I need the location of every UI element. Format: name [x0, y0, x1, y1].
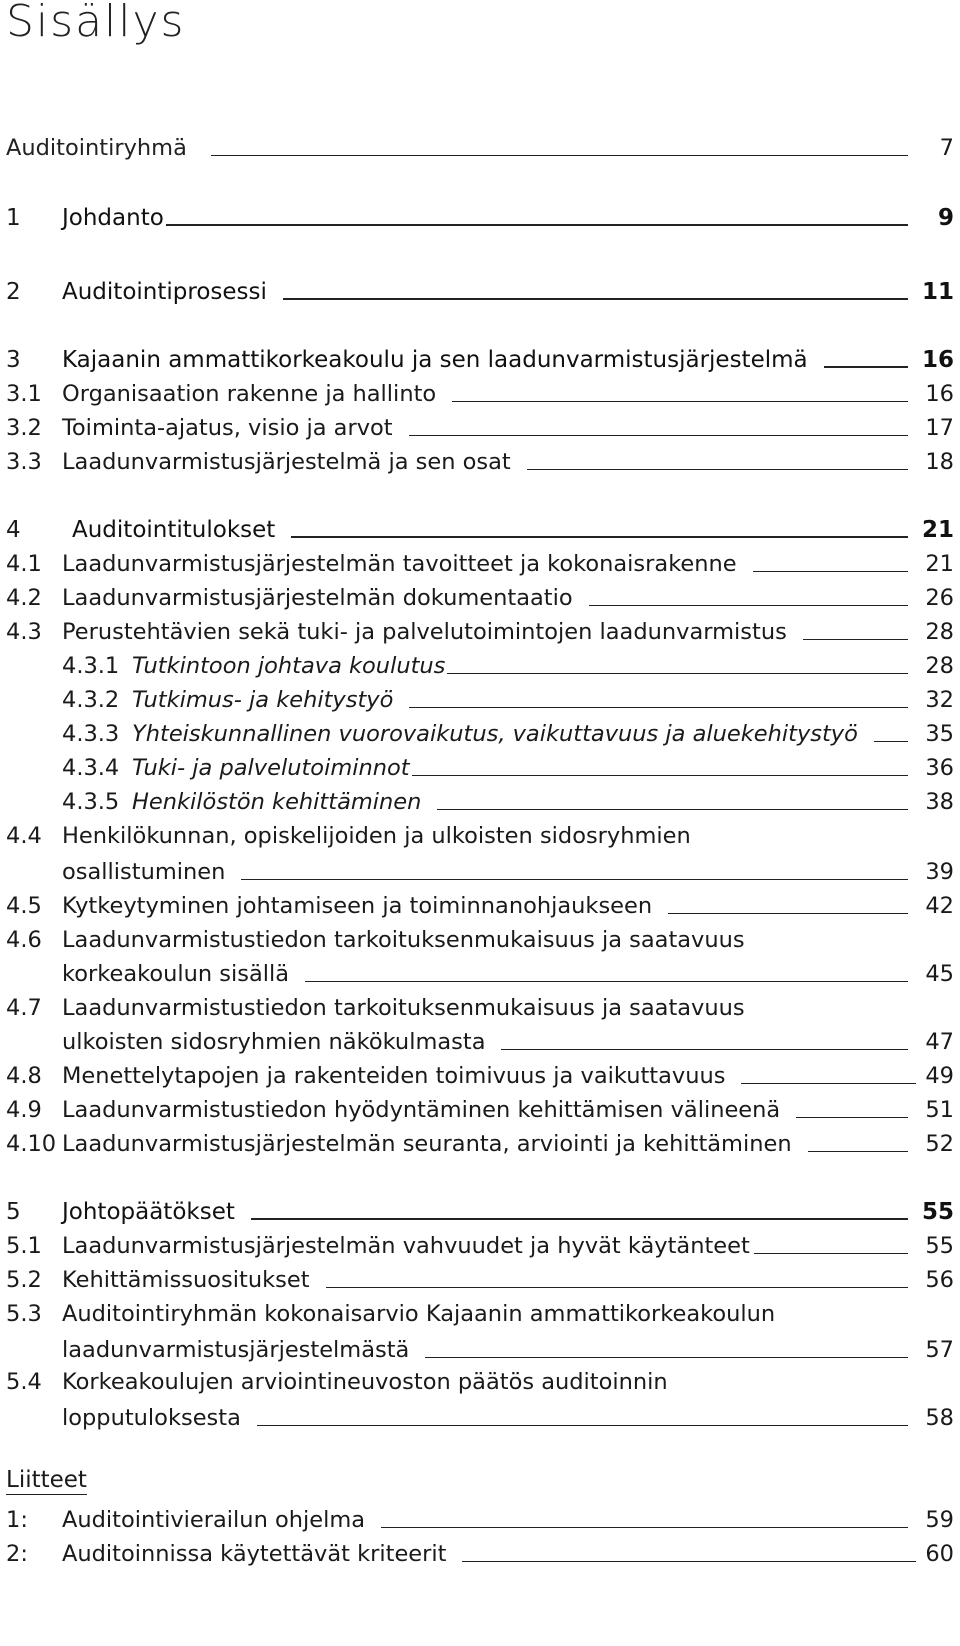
- toc-subsection-number: 4.3.1: [62, 653, 120, 679]
- toc-chapter-4[interactable]: [6, 510, 954, 544]
- toc-section-number: 5.4: [6, 1369, 42, 1395]
- toc-section-number: 4.1: [6, 551, 42, 577]
- toc-section-title-cont: laadunvarmistusjärjestelmästä: [62, 1337, 410, 1363]
- dot-leader: [796, 1117, 908, 1118]
- toc-section-4-6[interactable]: [6, 920, 954, 954]
- toc-section-page: 16: [925, 381, 954, 407]
- dot-leader: [291, 536, 908, 538]
- toc-subsection-title: Tutkintoon johtava koulutus: [132, 653, 446, 679]
- toc-entry-page: 7: [939, 135, 954, 161]
- toc-section-page: 49: [925, 1063, 954, 1089]
- toc-section-page: 55: [925, 1233, 954, 1259]
- page-title: Sisällys: [6, 0, 186, 47]
- dot-leader: [527, 469, 908, 470]
- toc-section-page: 17: [925, 415, 954, 441]
- toc-subsection-page: 28: [925, 653, 954, 679]
- toc-entry-title: Auditointiryhmä: [6, 135, 187, 161]
- toc-section-number: 4.5: [6, 893, 42, 919]
- toc-chapter-number: 2: [6, 279, 21, 305]
- toc-section-title: Laadunvarmistusjärjestelmän dokumentaatio: [62, 585, 573, 611]
- toc-chapter-5[interactable]: [6, 1192, 954, 1226]
- toc-subsection-title: Tuki- ja palvelutoiminnot: [132, 755, 410, 781]
- toc-subsection-number: 4.3.3: [62, 721, 120, 747]
- toc-section-number: 4.6: [6, 927, 42, 953]
- dot-leader: [803, 639, 908, 640]
- toc-section-title: Henkilökunnan, opiskelijoiden ja ulkoisten sidosryhmien: [62, 823, 691, 849]
- toc-chapter-3[interactable]: [6, 340, 954, 374]
- toc-subsection-page: 36: [925, 755, 954, 781]
- toc-section-number: 4.2: [6, 585, 42, 611]
- toc-appendix-page: 59: [925, 1507, 954, 1533]
- toc-chapter-number: 5: [6, 1199, 21, 1225]
- toc-section-4-7-cont[interactable]: [62, 1022, 954, 1056]
- toc-section-4-4[interactable]: [6, 816, 954, 850]
- toc-chapter-number: 4: [6, 517, 21, 543]
- dot-leader: [741, 1083, 916, 1084]
- toc-subsection-page: 32: [925, 687, 954, 713]
- dot-leader: [257, 1425, 908, 1426]
- toc-section-3-2[interactable]: [6, 408, 954, 442]
- toc-section-number: 4.10: [6, 1131, 57, 1157]
- toc-appendix-1[interactable]: [6, 1500, 954, 1534]
- toc-section-title: Laadunvarmistusjärjestelmän seuranta, arviointi ja kehittäminen: [62, 1131, 792, 1157]
- toc-section-title: Laadunvarmistusjärjestelmän vahvuudet ja hyvät käytänteet: [62, 1233, 750, 1259]
- toc-section-number: 5.2: [6, 1267, 42, 1293]
- dot-leader: [824, 366, 908, 368]
- toc-section-4-2[interactable]: [6, 578, 954, 612]
- toc-subsection-page: 38: [925, 789, 954, 815]
- toc-section-title-cont: lopputuloksesta: [62, 1405, 241, 1431]
- toc-section-page: 45: [925, 961, 954, 987]
- toc-section-4-7[interactable]: [6, 988, 954, 1022]
- toc-chapter-2[interactable]: [6, 272, 954, 306]
- toc-chapter-page: 55: [921, 1199, 954, 1225]
- toc-chapter-page: 16: [921, 347, 954, 373]
- toc-chapter-page: 21: [921, 517, 954, 543]
- toc-appendix-title: Auditointivierailun ohjelma: [62, 1507, 366, 1533]
- toc-section-page: 56: [925, 1267, 954, 1293]
- dot-leader: [874, 741, 908, 742]
- toc-section-number: 5.3: [6, 1301, 42, 1327]
- dot-leader: [462, 1561, 916, 1562]
- dot-leader: [668, 913, 908, 914]
- toc-chapter-number: 1: [6, 205, 21, 231]
- toc-section-page: 58: [925, 1405, 954, 1431]
- dot-leader: [447, 673, 908, 674]
- toc-section-title: Auditointiryhmän kokonaisarvio Kajaanin ammattikorkeakoulun: [62, 1301, 776, 1327]
- toc-section-title-cont: ulkoisten sidosryhmien näkökulmasta: [62, 1029, 486, 1055]
- toc-appendix-number: 1:: [6, 1507, 28, 1533]
- dot-leader: [211, 155, 908, 156]
- toc-subsection-title: Yhteiskunnallinen vuorovaikutus, vaikuttavuus ja aluekehitystyö: [132, 721, 858, 747]
- dot-leader: [452, 401, 908, 402]
- dot-leader: [409, 435, 908, 436]
- toc-subsection-title: Henkilöstön kehittäminen: [132, 789, 422, 815]
- toc-section-3-3[interactable]: [6, 442, 954, 476]
- toc-section-title: Perustehtävien sekä tuki- ja palvelutoimintojen laadunvarmistus: [62, 619, 787, 645]
- toc-chapter-page: 11: [921, 279, 954, 305]
- toc-section-page: 57: [925, 1337, 954, 1363]
- toc-section-page: 21: [925, 551, 954, 577]
- toc-section-title: Korkeakoulujen arviointineuvoston päätös auditoinnin: [62, 1369, 668, 1395]
- toc-section-number: 4.3: [6, 619, 42, 645]
- toc-section-page: 42: [925, 893, 954, 919]
- toc-section-5-2[interactable]: [6, 1260, 954, 1294]
- dot-leader: [241, 879, 908, 880]
- toc-chapter-title: Auditointitulokset: [72, 517, 276, 543]
- toc-section-page: 28: [925, 619, 954, 645]
- toc-chapter-1[interactable]: [6, 198, 954, 232]
- toc-section-4-5[interactable]: [6, 886, 954, 920]
- toc-section-4-3[interactable]: [6, 612, 954, 646]
- dot-leader: [425, 1357, 908, 1358]
- toc-section-number: 4.8: [6, 1063, 42, 1089]
- toc-section-title: Kytkeytyminen johtamiseen ja toiminnanohjaukseen: [62, 893, 653, 919]
- toc-section-page: 26: [925, 585, 954, 611]
- toc-subsection-4-3-5[interactable]: [6, 782, 954, 816]
- toc-section-number: 3.3: [6, 449, 42, 475]
- toc-appendix-number: 2:: [6, 1541, 28, 1567]
- toc-section-4-8[interactable]: [6, 1056, 954, 1090]
- toc-section-page: 39: [925, 859, 954, 885]
- toc-section-title-cont: osallistuminen: [62, 859, 226, 885]
- dot-leader: [754, 1253, 908, 1254]
- toc-section-title: Laadunvarmistustiedon tarkoituksenmukaisuus ja saatavuus: [62, 995, 745, 1021]
- toc-subsection-number: 4.3.5: [62, 789, 120, 815]
- toc-section-page: 18: [925, 449, 954, 475]
- toc-section-page: 51: [925, 1097, 954, 1123]
- dot-leader: [283, 298, 908, 300]
- toc-section-4-4-cont[interactable]: [62, 852, 954, 886]
- toc-section-5-4[interactable]: [6, 1362, 954, 1396]
- dot-leader: [326, 1287, 908, 1288]
- toc-chapter-page: 9: [937, 205, 954, 231]
- toc-section-number: 4.9: [6, 1097, 42, 1123]
- toc-subsection-number: 4.3.4: [62, 755, 120, 781]
- dot-leader: [251, 1218, 908, 1220]
- toc-subsection-4-3-2[interactable]: [6, 680, 954, 714]
- toc-chapter-title: Auditointiprosessi: [62, 279, 267, 305]
- toc-section-5-1[interactable]: [6, 1226, 954, 1260]
- toc-section-5-4-cont[interactable]: [62, 1398, 954, 1432]
- toc-section-title: Kehittämissuositukset: [62, 1267, 310, 1293]
- toc-section-title: Laadunvarmistustiedon tarkoituksenmukaisuus ja saatavuus: [62, 927, 745, 953]
- toc-section-4-6-cont[interactable]: [62, 954, 954, 988]
- toc-section-4-9[interactable]: [6, 1090, 954, 1124]
- dot-leader: [437, 809, 908, 810]
- toc-section-title: Laadunvarmistustiedon hyödyntäminen kehittämisen välineenä: [62, 1097, 781, 1123]
- toc-section-title: Organisaation rakenne ja hallinto: [62, 381, 437, 407]
- dot-leader: [412, 775, 908, 776]
- toc-chapter-title: Johdanto: [62, 205, 164, 231]
- toc-section-title-cont: korkeakoulun sisällä: [62, 961, 290, 987]
- toc-section-page: 47: [925, 1029, 954, 1055]
- dot-leader: [753, 571, 908, 572]
- toc-section-5-3[interactable]: [6, 1294, 954, 1328]
- toc-section-number: 4.7: [6, 995, 42, 1021]
- toc-chapter-title: Kajaanin ammattikorkeakoulu ja sen laadunvarmistusjärjestelmä: [62, 347, 808, 373]
- toc-section-title: Laadunvarmistusjärjestelmä ja sen osat: [62, 449, 511, 475]
- toc-section-5-3-cont[interactable]: [62, 1330, 954, 1364]
- toc-section-page: 52: [925, 1131, 954, 1157]
- dot-leader: [166, 224, 908, 226]
- toc-chapter-number: 3: [6, 347, 21, 373]
- dot-leader: [501, 1049, 908, 1050]
- toc-appendix-2[interactable]: [6, 1534, 954, 1568]
- dot-leader: [589, 605, 908, 606]
- toc-section-number: 3.1: [6, 381, 42, 407]
- toc-section-title: Laadunvarmistusjärjestelmän tavoitteet ja kokonaisrakenne: [62, 551, 737, 577]
- toc-subsection-page: 35: [925, 721, 954, 747]
- toc-appendix-page: 60: [925, 1541, 954, 1567]
- toc-section-title: Toiminta-ajatus, visio ja arvot: [62, 415, 393, 441]
- dot-leader: [808, 1151, 908, 1152]
- dot-leader: [381, 1527, 908, 1528]
- dot-leader: [305, 981, 908, 982]
- toc-section-3-1[interactable]: [6, 374, 954, 408]
- toc-entry-auditointiryhma[interactable]: [6, 128, 954, 162]
- toc-subsection-4-3-3[interactable]: [6, 714, 954, 748]
- toc-section-number: 4.4: [6, 823, 42, 849]
- toc-section-4-1[interactable]: [6, 544, 954, 578]
- toc-subsection-number: 4.3.2: [62, 687, 120, 713]
- toc-appendix-title: Auditoinnissa käytettävät kriteerit: [62, 1541, 447, 1567]
- toc-subsection-4-3-4[interactable]: [6, 748, 954, 782]
- toc-section-number: 5.1: [6, 1233, 42, 1259]
- toc-section-4-10[interactable]: [6, 1124, 954, 1158]
- toc-subsection-4-3-1[interactable]: [6, 646, 954, 680]
- toc-subsection-title: Tutkimus- ja kehitystyö: [132, 687, 394, 713]
- toc-section-title: Menettelytapojen ja rakenteiden toimivuus ja vaikuttavuus: [62, 1063, 726, 1089]
- appendix-heading: Liitteet: [6, 1467, 87, 1493]
- toc-section-number: 3.2: [6, 415, 42, 441]
- toc-chapter-title: Johtopäätökset: [62, 1199, 235, 1225]
- dot-leader: [409, 707, 908, 708]
